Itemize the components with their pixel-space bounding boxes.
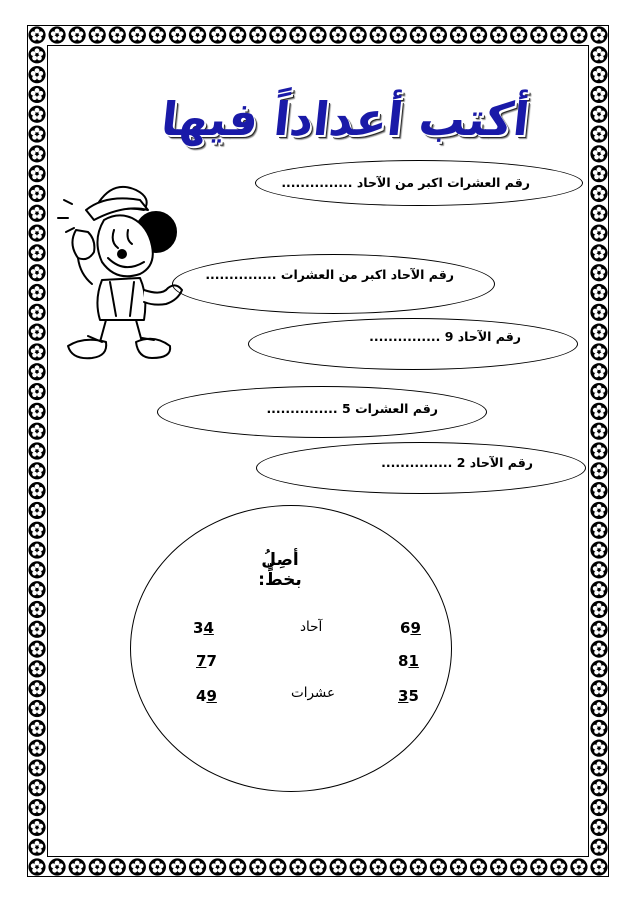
left-number-1 bbox=[193, 619, 214, 637]
border-flower bbox=[590, 145, 607, 162]
border-flower bbox=[109, 26, 126, 43]
border-flower bbox=[590, 839, 607, 856]
border-flower bbox=[309, 858, 326, 875]
border-flower bbox=[590, 244, 607, 261]
border-flower bbox=[28, 640, 45, 657]
border-flower bbox=[530, 858, 547, 875]
border-flower bbox=[590, 423, 607, 440]
border-flower bbox=[590, 779, 607, 796]
border-flower bbox=[28, 858, 45, 875]
prompt-3-text: رقم الآحاد 9 ............... bbox=[369, 329, 521, 344]
right-number-2-ones: 1 bbox=[408, 652, 419, 670]
border-flower bbox=[550, 26, 567, 43]
border-flower bbox=[590, 858, 607, 875]
border-flower bbox=[28, 700, 45, 717]
prompt-oval-1 bbox=[255, 160, 583, 206]
border-flower bbox=[28, 145, 45, 162]
border-flower bbox=[28, 442, 45, 459]
border-flower bbox=[590, 759, 607, 776]
right-number-1-ones: 9 bbox=[410, 619, 421, 637]
left-number-2-ones: 7 bbox=[206, 652, 217, 670]
border-flower bbox=[169, 26, 186, 43]
prompt-oval-4 bbox=[157, 386, 487, 438]
border-flower bbox=[590, 304, 607, 321]
prompt-4-text: رقم العشرات 5 ............... bbox=[266, 401, 438, 416]
border-flower bbox=[28, 660, 45, 677]
border-flower bbox=[450, 858, 467, 875]
border-flower bbox=[490, 26, 507, 43]
border-flower bbox=[590, 640, 607, 657]
left-number-3-ones: 9 bbox=[206, 687, 217, 705]
border-flower bbox=[590, 125, 607, 142]
right-number-1 bbox=[400, 619, 421, 637]
border-flower bbox=[590, 541, 607, 558]
border-flower bbox=[590, 621, 607, 638]
border-flower bbox=[510, 858, 527, 875]
border-flower bbox=[450, 26, 467, 43]
border-flower bbox=[28, 502, 45, 519]
border-flower bbox=[28, 403, 45, 420]
border-flower bbox=[590, 383, 607, 400]
border-flower bbox=[229, 26, 246, 43]
border-flower bbox=[590, 819, 607, 836]
border-flower bbox=[590, 740, 607, 757]
border-flower bbox=[89, 26, 106, 43]
border-flower bbox=[590, 86, 607, 103]
border-flower bbox=[229, 858, 246, 875]
left-number-2-tens: 7 bbox=[196, 652, 207, 670]
border-flower bbox=[169, 858, 186, 875]
border-flower bbox=[329, 858, 346, 875]
prompt-oval-5 bbox=[256, 442, 586, 494]
prompt-1-text: رقم العشرات اكبر من الآحاد ............... bbox=[281, 175, 530, 190]
border-flower bbox=[28, 86, 45, 103]
border-flower bbox=[149, 858, 166, 875]
border-flower bbox=[590, 680, 607, 697]
border-flower bbox=[530, 26, 547, 43]
border-flower bbox=[28, 541, 45, 558]
left-number-1-ones: 4 bbox=[203, 619, 214, 637]
border-flower bbox=[510, 26, 527, 43]
right-number-3 bbox=[398, 687, 419, 705]
border-flower bbox=[289, 858, 306, 875]
border-flower bbox=[28, 799, 45, 816]
border-flower bbox=[28, 26, 45, 43]
border-flower bbox=[28, 522, 45, 539]
border-flower bbox=[570, 858, 587, 875]
border-flower bbox=[149, 26, 166, 43]
border-flower bbox=[269, 26, 286, 43]
border-flower bbox=[28, 46, 45, 63]
border-flower bbox=[69, 26, 86, 43]
left-number-2 bbox=[196, 652, 217, 670]
border-flower bbox=[590, 264, 607, 281]
border-flower bbox=[590, 561, 607, 578]
border-flower bbox=[209, 26, 226, 43]
matching-heading: أصِلُ بخطٍّ: bbox=[258, 550, 302, 590]
left-number-1-tens: 3 bbox=[193, 619, 204, 637]
border-flower bbox=[410, 858, 427, 875]
right-number-3-ones: 5 bbox=[408, 687, 419, 705]
border-flower bbox=[590, 66, 607, 83]
border-flower bbox=[309, 26, 326, 43]
border-flower bbox=[590, 343, 607, 360]
border-flower bbox=[28, 720, 45, 737]
right-number-1-tens: 6 bbox=[400, 619, 411, 637]
border-flower bbox=[189, 858, 206, 875]
border-flower bbox=[189, 26, 206, 43]
border-flower bbox=[28, 621, 45, 638]
border-flower bbox=[129, 858, 146, 875]
word-tens: عشرات bbox=[291, 685, 336, 701]
border-flower bbox=[390, 26, 407, 43]
border-flower bbox=[48, 858, 65, 875]
border-flower bbox=[590, 700, 607, 717]
border-flower bbox=[570, 26, 587, 43]
border-flower bbox=[209, 858, 226, 875]
matching-oval bbox=[130, 505, 452, 792]
prompt-2-text: رقم الآحاد اكبر من العشرات ............... bbox=[205, 267, 454, 282]
border-flower bbox=[590, 165, 607, 182]
border-flower bbox=[590, 224, 607, 241]
border-flower bbox=[590, 799, 607, 816]
border-flower bbox=[269, 858, 286, 875]
border-flower bbox=[590, 403, 607, 420]
border-flower bbox=[28, 839, 45, 856]
border-flower bbox=[28, 581, 45, 598]
right-number-3-tens: 3 bbox=[398, 687, 409, 705]
border-flower bbox=[390, 858, 407, 875]
border-flower bbox=[410, 26, 427, 43]
border-flower bbox=[28, 601, 45, 618]
border-flower bbox=[28, 759, 45, 776]
border-flower bbox=[28, 779, 45, 796]
border-flower bbox=[249, 26, 266, 43]
border-flower bbox=[590, 46, 607, 63]
border-flower bbox=[590, 660, 607, 677]
border-flower bbox=[590, 581, 607, 598]
left-number-3-tens: 4 bbox=[196, 687, 207, 705]
border-flower bbox=[590, 462, 607, 479]
border-flower bbox=[590, 324, 607, 341]
border-flower bbox=[590, 26, 607, 43]
border-flower bbox=[470, 26, 487, 43]
border-flower bbox=[430, 858, 447, 875]
prompt-5-text: رقم الآحاد 2 ............... bbox=[381, 455, 533, 470]
border-flower bbox=[590, 720, 607, 737]
right-number-2-tens: 8 bbox=[398, 652, 409, 670]
border-flower bbox=[28, 383, 45, 400]
border-flower bbox=[550, 858, 567, 875]
border-flower bbox=[289, 26, 306, 43]
border-flower bbox=[590, 185, 607, 202]
border-flower bbox=[28, 423, 45, 440]
border-flower bbox=[490, 858, 507, 875]
border-flower bbox=[590, 502, 607, 519]
border-flower bbox=[28, 106, 45, 123]
border-flower bbox=[590, 284, 607, 301]
border-flower bbox=[370, 26, 387, 43]
border-flower bbox=[28, 462, 45, 479]
border-flower bbox=[590, 106, 607, 123]
border-flower bbox=[470, 858, 487, 875]
border-flower bbox=[590, 363, 607, 380]
border-flower bbox=[109, 858, 126, 875]
border-flower bbox=[329, 26, 346, 43]
border-flower bbox=[28, 125, 45, 142]
border-flower bbox=[249, 858, 266, 875]
border-flower bbox=[28, 482, 45, 499]
border-flower bbox=[28, 819, 45, 836]
prompt-oval-3 bbox=[248, 318, 578, 370]
border-flower bbox=[590, 205, 607, 222]
right-number-2 bbox=[398, 652, 419, 670]
mickey-mouse-illustration bbox=[44, 170, 194, 380]
border-flower bbox=[89, 858, 106, 875]
border-flower bbox=[590, 522, 607, 539]
border-flower bbox=[48, 26, 65, 43]
border-flower bbox=[350, 26, 367, 43]
left-number-3 bbox=[196, 687, 217, 705]
word-ones: آحاد bbox=[300, 619, 323, 635]
border-flower bbox=[28, 561, 45, 578]
prompt-oval-2 bbox=[172, 254, 495, 314]
page-title: أكتب أعداداً فيها bbox=[158, 92, 532, 146]
border-flower bbox=[350, 858, 367, 875]
border-flower bbox=[69, 858, 86, 875]
border-flower bbox=[129, 26, 146, 43]
border-flower bbox=[28, 680, 45, 697]
border-flower bbox=[28, 66, 45, 83]
border-flower bbox=[430, 26, 447, 43]
border-flower bbox=[590, 442, 607, 459]
border-flower bbox=[590, 482, 607, 499]
border-flower bbox=[590, 601, 607, 618]
border-flower bbox=[28, 740, 45, 757]
border-flower bbox=[370, 858, 387, 875]
